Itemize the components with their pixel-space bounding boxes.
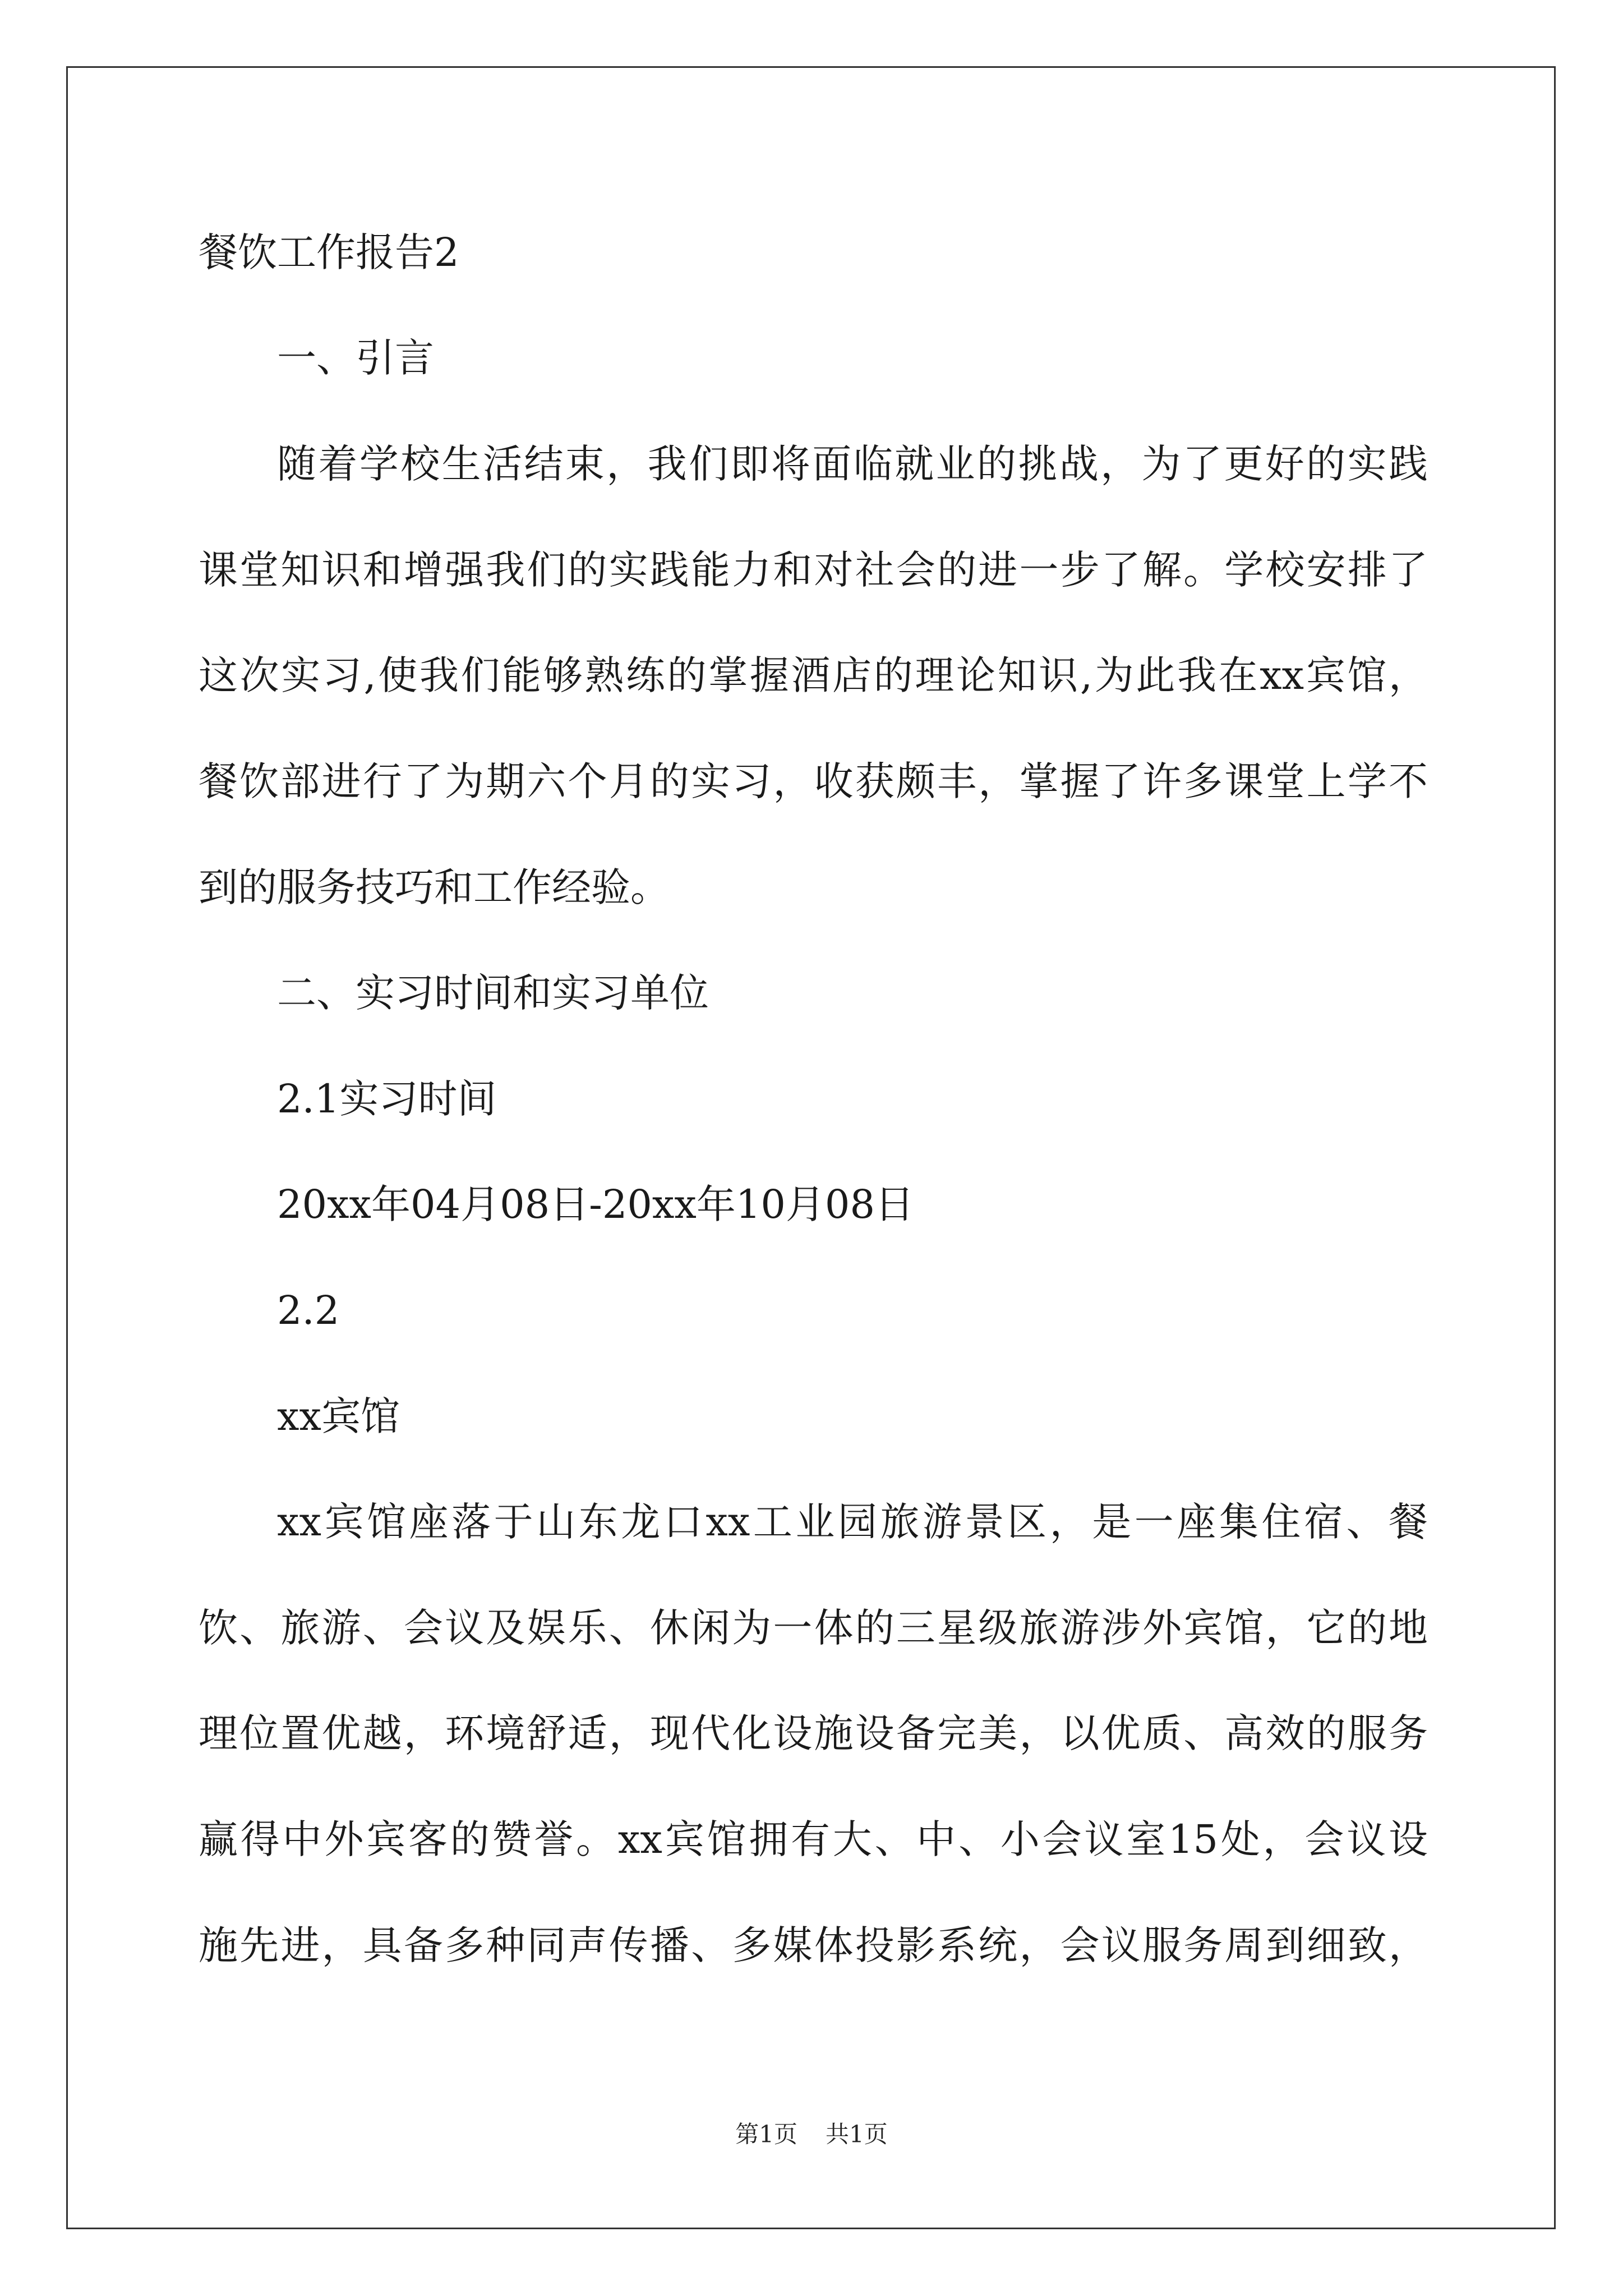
hotel-name: xx宾馆 [277,1393,400,1439]
page-number: 第1页 [735,2120,797,2148]
paragraph-line: 随着学校生活结束，我们即将面临就业的挑战，为了更好的实践 [277,441,1428,487]
heading-internship-time-and-unit: 二、实习时间和实习单位 [277,970,709,1016]
paragraph-line: 这次实习,使我们能够熟练的掌握酒店的理论知识,为此我在xx宾馆， [199,652,1428,698]
subheading-internship-time: 2.1实习时间 [277,1076,497,1122]
paragraph-line: xx宾馆座落于山东龙口xx工业园旅游景区，是一座集住宿、餐 [277,1499,1428,1545]
paragraph-line: 餐饮部进行了为期六个月的实习，收获颇丰，掌握了许多课堂上学不 [199,758,1428,804]
paragraph-line: 到的服务技巧和工作经验。 [199,864,670,910]
page-total: 共1页 [826,2120,888,2148]
page-border [66,66,1556,2229]
heading-introduction: 一、引言 [277,335,434,381]
paragraph-line: 赢得中外宾客的赞誉。xx宾馆拥有大、中、小会议室15处，会议设 [199,1816,1428,1862]
paragraph-line: 课堂知识和增强我们的实践能力和对社会的进一步了解。学校安排了 [199,547,1428,593]
document-title: 餐饮工作报告2 [199,229,459,275]
paragraph-line: 施先进，具备多种同声传播、多媒体投影系统，会议服务周到细致， [199,1922,1428,1968]
paragraph-line: 理位置优越，环境舒适，现代化设施设备完美，以优质、高效的服务 [199,1710,1428,1756]
page-footer [0,2118,1623,2151]
internship-date-range: 20xx年04月08日-20xx年10月08日 [277,1181,914,1227]
paragraph-line: 饮、旅游、会议及娱乐、休闲为一体的三星级旅游涉外宾馆，它的地 [199,1605,1428,1651]
subheading-2-2: 2.2 [277,1287,340,1333]
